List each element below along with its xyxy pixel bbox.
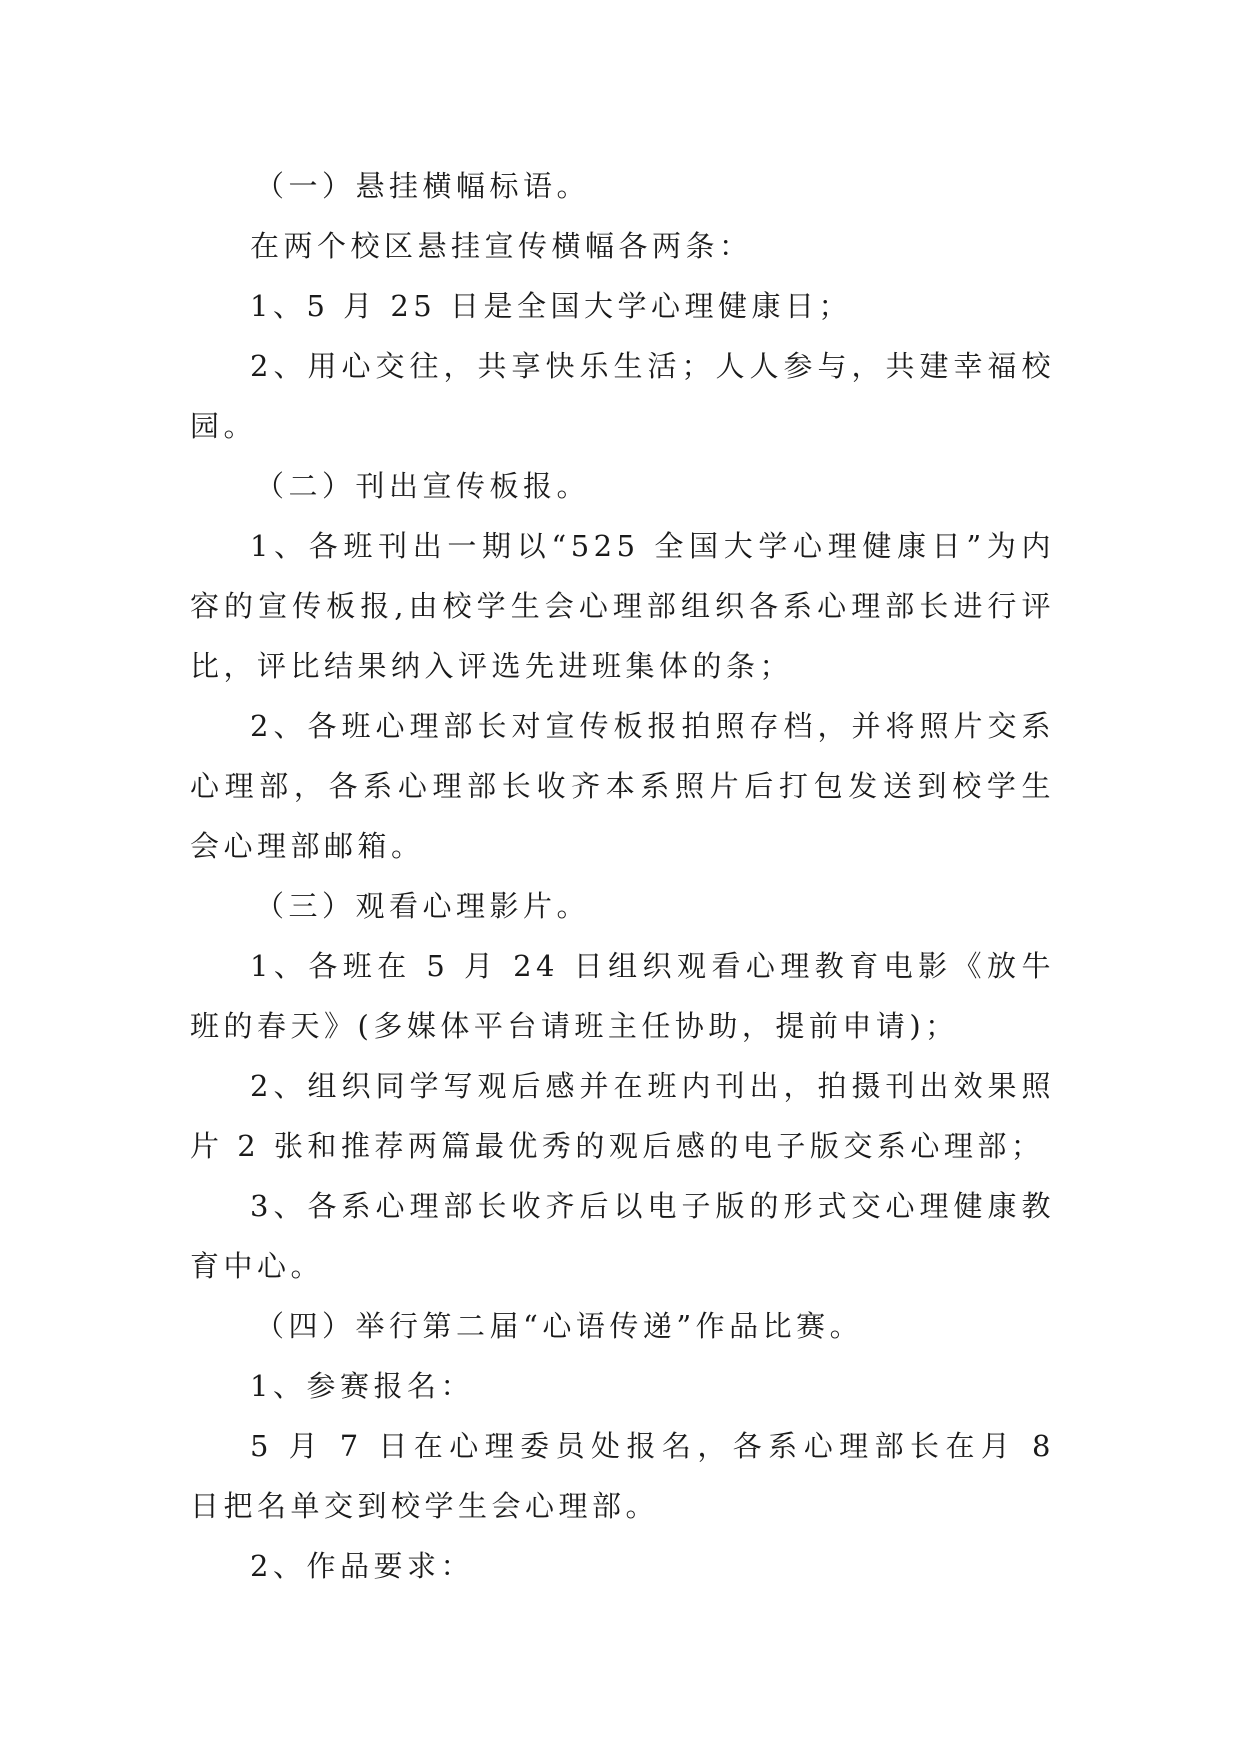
section-heading-3: （三）观看心理影片。 xyxy=(255,889,591,923)
list-item: 1、各班刊出一期以“525 全国大学心理健康日”为内容的宣传板报,由校学生会心理部组织各系心理部长进行评比，评比结果纳入评选先进班集体的条； xyxy=(190,529,1055,683)
paragraph: 5 月 7 日在心理委员处报名，各系心理部长在月 8 日把名单交到校学生会心理部。 xyxy=(190,1429,1055,1523)
section-heading-4: （四）举行第二届“心语传递”作品比赛。 xyxy=(255,1309,864,1343)
list-item: 2、用心交往，共享快乐生活；人人参与，共建幸福校园。 xyxy=(190,349,1055,443)
list-item: 2、各班心理部长对宣传板报拍照存档，并将照片交系心理部，各系心理部长收齐本系照片后打包发送到校学生会心理部邮箱。 xyxy=(190,709,1055,863)
list-item: 1、各班在 5 月 24 日组织观看心理教育电影《放牛班的春天》(多媒体平台请班主任协助，提前申请)； xyxy=(190,949,1055,1043)
paragraph: 在两个校区悬挂宣传横幅各两条： xyxy=(250,229,753,263)
list-item: 1、参赛报名： xyxy=(250,1369,474,1403)
document-body xyxy=(190,156,1055,1596)
list-item: 3、各系心理部长收齐后以电子版的形式交心理健康教育中心。 xyxy=(190,1189,1055,1283)
list-item: 1、5 月 25 日是全国大学心理健康日； xyxy=(250,289,852,323)
list-item: 2、作品要求： xyxy=(250,1549,474,1583)
section-heading-1: （一）悬挂横幅标语。 xyxy=(255,169,591,203)
list-item: 2、组织同学写观后感并在班内刊出，拍摄刊出效果照片 2 张和推荐两篇最优秀的观后感的电子版交系心理部； xyxy=(190,1069,1055,1163)
section-heading-2: （二）刊出宣传板报。 xyxy=(255,469,591,503)
